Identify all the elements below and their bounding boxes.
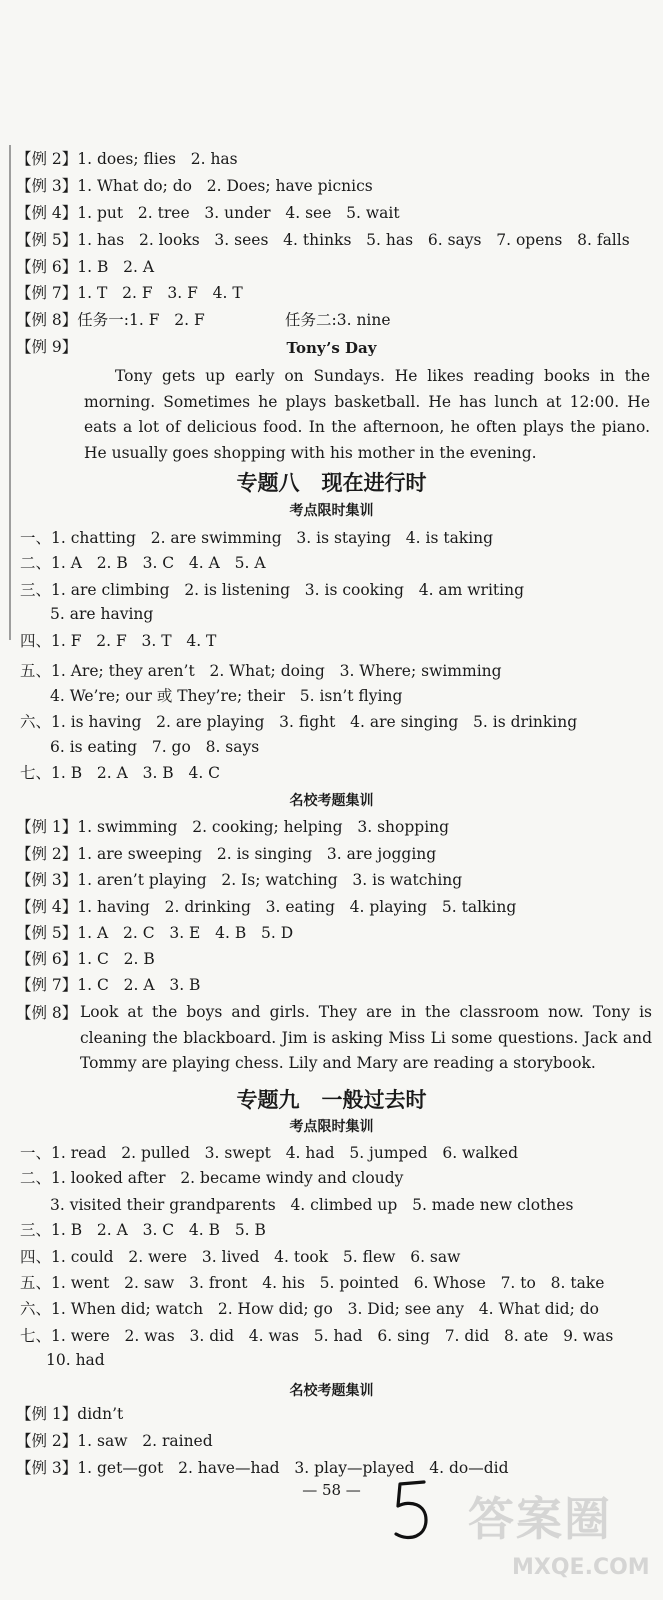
- subsection-title: 名校考题集训: [289, 793, 374, 809]
- answer-line: 四、1. F 2. F 3. T 4. T: [20, 632, 217, 650]
- answer-line: 10. had: [46, 1351, 105, 1369]
- handwritten-mark: [388, 1476, 434, 1546]
- section-title: 专题八 现在进行时: [236, 470, 427, 495]
- answer-line: 【例 4】1. put 2. tree 3. under 4. see 5. wait: [16, 204, 400, 222]
- margin-rule: [9, 145, 11, 640]
- answer-line: 4. We’re; our 或 They’re; their 5. isn’t flying: [50, 687, 403, 705]
- answer-line: 五、1. went 2. saw 3. front 4. his 5. pointed 6. Whose 7. to 8. take: [20, 1274, 605, 1292]
- answer-line: 七、1. were 2. was 3. did 4. was 5. had 6. sing 7. did 8. ate 9. was: [20, 1327, 614, 1345]
- answer-line: 二、1. looked after 2. became windy and cloudy: [20, 1169, 404, 1187]
- subsection-title: 考点限时集训: [289, 1119, 374, 1135]
- answer-line: 一、1. read 2. pulled 3. swept 4. had 5. jumped 6. walked: [20, 1144, 519, 1162]
- answer-line: 【例 7】1. C 2. A 3. B: [16, 976, 201, 994]
- answer-line: 5. are having: [50, 605, 154, 623]
- story-paragraph: Tony gets up early on Sundays. He likes reading books in the morning. Sometimes he plays basketball. He has lunch at 12:00. He eats a lot of delicious food. In the afternoon, he often plays the piano. He usually goes shopping with his mother in the evening.: [84, 367, 650, 462]
- subsection-title: 名校考题集训: [289, 1383, 374, 1399]
- answer-line: 【例 7】1. T 2. F 3. F 4. T: [16, 284, 243, 302]
- answer-line: 【例 4】1. having 2. drinking 3. eating 4. playing 5. talking: [16, 898, 517, 916]
- answer-line: 【例 8】: [16, 1004, 78, 1022]
- answer-line: 【例 6】1. B 2. A: [16, 258, 155, 276]
- answer-line: 七、1. B 2. A 3. B 4. C: [20, 764, 221, 782]
- watermark-en: MXQE.COM: [512, 1555, 650, 1580]
- watermark-cn: 答案圈: [468, 1492, 612, 1546]
- answer-line: 【例 5】1. A 2. C 3. E 4. B 5. D: [16, 924, 294, 942]
- answer-line: 二、1. A 2. B 3. C 4. A 5. A: [20, 554, 266, 572]
- answer-line: 四、1. could 2. were 3. lived 4. took 5. flew 6. saw: [20, 1248, 461, 1266]
- answer-line: 六、1. is having 2. are playing 3. fight 4. are singing 5. is drinking: [20, 713, 578, 731]
- answer-line: 五、1. Are; they aren’t 2. What; doing 3. Where; swimming: [20, 662, 502, 680]
- answer-line: 【例 8】任务一:1. F 2. F: [16, 311, 205, 329]
- answer-line: 【例 1】didn’t: [16, 1405, 124, 1423]
- answer-line: 三、1. are climbing 2. is listening 3. is cooking 4. am writing: [20, 581, 525, 599]
- subsection-title: 考点限时集训: [289, 503, 374, 519]
- answer-line: 三、1. B 2. A 3. C 4. B 5. B: [20, 1221, 266, 1239]
- passage-paragraph: Look at the boys and girls. They are in the classroom now. Tony is cleaning the blackboard. Jim is asking Miss Li some questions. Jack and Tommy are playing chess. Lily and Mary are reading a storybook.: [80, 1003, 652, 1072]
- answer-line: 【例 3】1. get—got 2. have—had 3. play—played 4. do—did: [16, 1459, 509, 1477]
- answer-line: 6. is eating 7. go 8. says: [50, 738, 260, 756]
- answer-line: 六、1. When did; watch 2. How did; go 3. Did; see any 4. What did; do: [20, 1300, 599, 1318]
- watermark-logo: [468, 1483, 658, 1593]
- section-title: 专题九 一般过去时: [236, 1087, 427, 1112]
- answer-line: 【例 2】1. are sweeping 2. is singing 3. are jogging: [16, 845, 437, 863]
- answer-line: 【例 5】1. has 2. looks 3. sees 4. thinks 5. has 6. says 7. opens 8. falls: [16, 231, 630, 249]
- answer-line: 【例 2】1. does; flies 2. has: [16, 150, 238, 168]
- answer-line: 【例 1】1. swimming 2. cooking; helping 3. shopping: [16, 818, 450, 836]
- answer-line: 任务二:3. nine: [285, 311, 391, 329]
- answer-line: 【例 3】1. What do; do 2. Does; have picnics: [16, 177, 373, 195]
- answer-line: 【例 9】: [16, 338, 78, 356]
- answer-line: 【例 6】1. C 2. B: [16, 950, 155, 968]
- answer-line: 【例 2】1. saw 2. rained: [16, 1432, 213, 1450]
- answer-line: 3. visited their grandparents 4. climbed up 5. made new clothes: [50, 1196, 574, 1214]
- answer-line: 【例 3】1. aren’t playing 2. Is; watching 3. is watching: [16, 871, 463, 889]
- answer-line: 一、1. chatting 2. are swimming 3. is staying 4. is taking: [20, 529, 494, 547]
- story-title: Tony’s Day: [286, 339, 377, 357]
- page-number: — 58 —: [302, 1481, 361, 1499]
